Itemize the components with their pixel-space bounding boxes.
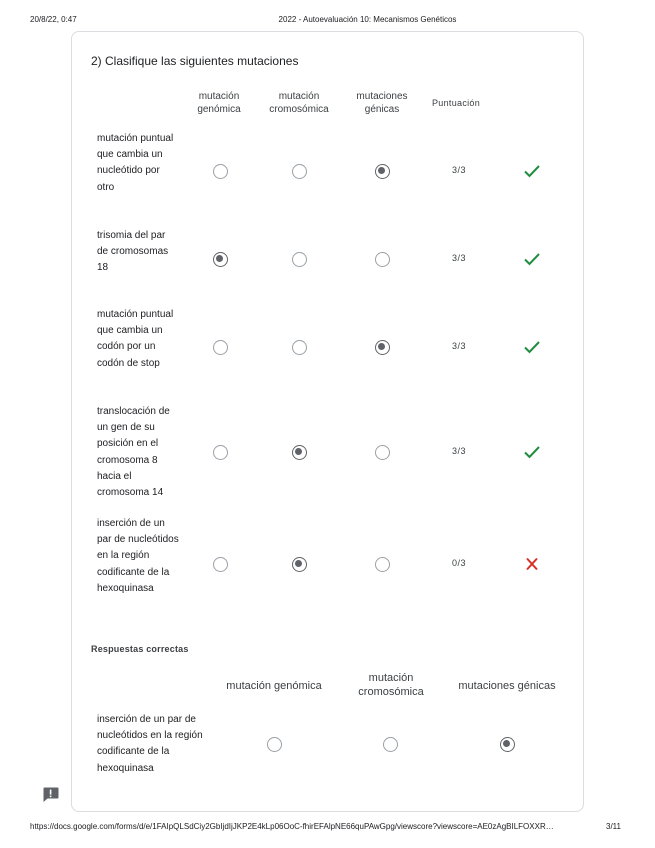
row-score: 3/3: [452, 165, 467, 175]
correct-radio-cromosomica: [383, 737, 398, 752]
grid-row-label: translocación de un gen de su posición en el cromosoma 8 hacia el cromosoma 14: [97, 406, 170, 499]
question-title: 2) Clasifique las siguientes mutaciones: [91, 54, 299, 68]
radio-option-cromosomica[interactable]: [292, 164, 307, 179]
column-header-cromosomica: mutación cromosómica: [269, 91, 329, 115]
radio-option-genicas[interactable]: [375, 252, 390, 267]
correct-column-header-genicas: mutaciones génicas: [458, 680, 556, 692]
check-icon: [523, 164, 541, 178]
row-score: 3/3: [452, 446, 467, 456]
print-header-title: 2022 - Autoevaluación 10: Mecanismos Genéticos: [278, 15, 457, 24]
correct-column-header-cromosomica: mutación cromosómica: [358, 672, 424, 698]
radio-option-genicas[interactable]: [375, 164, 390, 179]
print-footer-page: 3/11: [606, 822, 621, 831]
grid-row-label: mutación puntual que cambia un nucleótido por otro: [97, 133, 174, 193]
row-score: 0/3: [452, 558, 467, 568]
radio-option-genomica[interactable]: [213, 164, 228, 179]
column-header-genomica: mutación genómica: [197, 91, 241, 115]
correct-answers-title: Respuestas correctas: [91, 644, 189, 654]
radio-option-genicas[interactable]: [375, 445, 390, 460]
column-header-genicas: mutaciones génicas: [356, 91, 408, 115]
print-header-date: 20/8/22, 0:47: [30, 15, 77, 24]
grid-row-label: mutación puntual que cambia un codón por un codón de stop: [97, 309, 174, 369]
score-column-header: Puntuación: [432, 98, 481, 108]
check-icon: [523, 340, 541, 354]
radio-option-genomica[interactable]: [213, 557, 228, 572]
radio-option-genomica[interactable]: [213, 340, 228, 355]
radio-option-cromosomica[interactable]: [292, 445, 307, 460]
cross-icon: [523, 557, 541, 571]
check-icon: [523, 252, 541, 266]
radio-option-cromosomica[interactable]: [292, 252, 307, 267]
print-footer-url: https://docs.google.com/forms/d/e/1FAIpQLSdCiy2GbIjdIjJKP2E4kLp06OoC-fhirEFAlpNE66quPAwGpg/viewscore?viewscore=AE0zAgBILFOXXR…: [30, 822, 554, 831]
radio-option-genicas[interactable]: [375, 340, 390, 355]
correct-row-label: inserción de un par de nucleótidos en la región codificante de la hexoquinasa: [97, 714, 203, 774]
correct-column-header-genomica: mutación genómica: [226, 680, 322, 692]
grid-row-label: inserción de un par de nucleótidos en la región codificante de la hexoquinasa: [97, 518, 179, 594]
radio-option-genomica[interactable]: [213, 445, 228, 460]
correct-radio-genicas: [500, 737, 515, 752]
radio-option-cromosomica[interactable]: [292, 340, 307, 355]
correct-radio-genomica: [267, 737, 282, 752]
row-score: 3/3: [452, 341, 467, 351]
feedback-icon[interactable]: [42, 787, 59, 802]
grid-row-label: trisomia del par de cromosomas 18: [97, 230, 169, 274]
radio-option-genicas[interactable]: [375, 557, 390, 572]
check-icon: [523, 445, 541, 459]
radio-option-genomica[interactable]: [213, 252, 228, 267]
radio-option-cromosomica[interactable]: [292, 557, 307, 572]
row-score: 3/3: [452, 253, 467, 263]
